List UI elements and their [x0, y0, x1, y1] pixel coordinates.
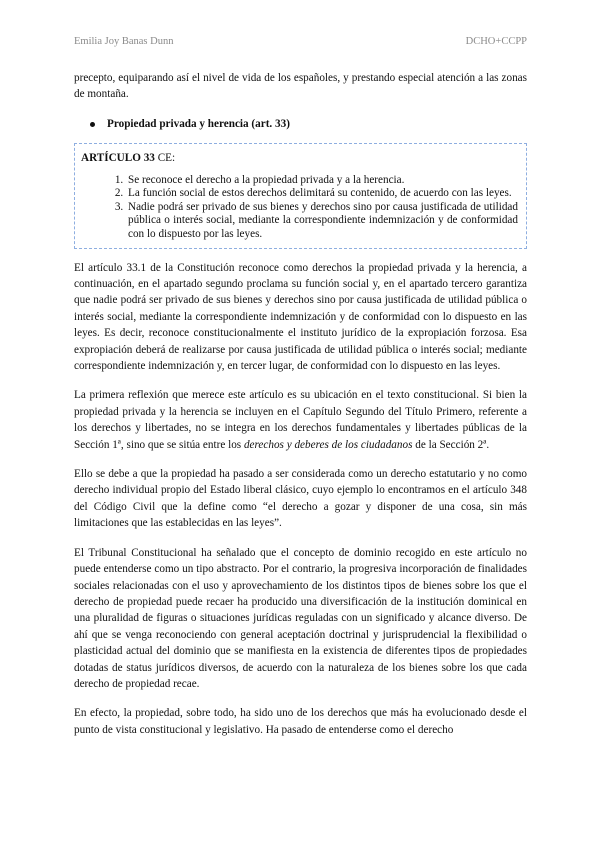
paragraph-2-end: de la Sección 2ª. [412, 438, 490, 451]
header-author: Emilia Joy Banas Dunn [74, 36, 174, 47]
header-course: DCHO+CCPP [465, 36, 527, 47]
article-title-suffix: CE: [154, 152, 176, 165]
article-item: 3. Nadie podrá ser privado de sus bienes y derechos sino por causa justificada de utilidad pública o interés social, mediante la correspondiente indemnización y de conformidad con lo dispuesto por las leyes. [126, 201, 518, 242]
article-items-list [81, 174, 518, 242]
paragraph-2-start: La primera reflexión que merece este artículo es su ubicación en el texto constitucional. Si bien la propiedad privada y la herencia se incluyen en el Capítulo Segundo del Título Primero, referente a los derechos y libertades, no se integra en los derechos fundamentales y libertades públicas de la Sección 1ª, sino que se sitúa entre los [74, 389, 527, 451]
page-header [74, 36, 527, 47]
paragraph-3: Ello se debe a que la propiedad ha pasado a ser considerada como un derecho estatutario y no como derecho individual propio del Estado liberal clásico, cuyo ejemplo lo encontramos en el artículo 348 del Código Civil que la define como “el derecho a gozar y disponer de una cosa, sin más limitaciones que las establecidas en las leyes”. [74, 468, 527, 530]
article-box-title [81, 150, 518, 166]
paragraph-5: En efecto, la propiedad, sobre todo, ha sido uno de los derechos que más ha evolucionado desde el punto de vista constitucional y legislativo. Ha pasado de entenderse como el derecho [74, 707, 527, 736]
paragraph-1: El artículo 33.1 de la Constitución reconoce como derechos la propiedad privada y la herencia, a continuación, en el apartado segundo proclama su función social y, en el apartado tercero garantiza que nadie podrá ser privado de sus bienes y derechos sino por causa justificada de utilidad pública o interés social, mediante la correspondiente indemnización y de conformidad con lo dispuesto en las leyes. Es decir, reconoce constitucionalmente el instituto jurídico de la expropiación forzosa. Esa expropiación deberá de realizarse por causa justificada de utilidad pública o interés social; mediante correspondiente indemnización y, en tercer lugar, de conformidad con lo dispuesto en las leyes. [74, 261, 527, 373]
paragraph-4: El Tribunal Constitucional ha señalado que el concepto de dominio recogido en este artículo no puede entenderse como un tipo abstracto. Por el contrario, la progresiva incorporación de finalidades sociales relacionadas con el uso y aprovechamiento de los distintos tipos de bienes sobre los que el derecho de propiedad puede recaer ha producido una diversificación de la institución dominical en una pluralidad de figuras o situaciones jurídicas reguladas con un significado y alcance diverso. De ahí que se venga reconociendo con general aceptación doctrinal y jurisprudencial la flexibilidad o plasticidad actual del dominio que se manifiesta en la existencia de diferentes tipos de propiedades dotadas de status jurídicos diversos, de acuerdo con la naturaleza de los bienes sobre los que cada derecho de propiedad recae. [74, 546, 527, 690]
article-item: 1. Se reconoce el derecho a la propiedad privada y a la herencia. [126, 174, 518, 188]
document-body [74, 70, 527, 738]
paragraph-2-italic: derechos y deberes de los ciudadanos [243, 438, 413, 451]
article-item: 2. La función social de estos derechos delimitará su contenido, de acuerdo con las leyes. [126, 187, 518, 201]
intro-paragraph: precepto, equiparando así el nivel de vida de los españoles, y prestando especial atención a las zonas de montaña. [74, 72, 527, 101]
section-bullet [90, 116, 527, 132]
bullet-dot-icon [90, 122, 95, 127]
section-bullet-label: Propiedad privada y herencia (art. 33) [107, 117, 290, 130]
article-quote-box [74, 143, 527, 248]
paragraph-2 [74, 387, 527, 453]
article-title-bold: ARTÍCULO 33 [81, 152, 155, 165]
